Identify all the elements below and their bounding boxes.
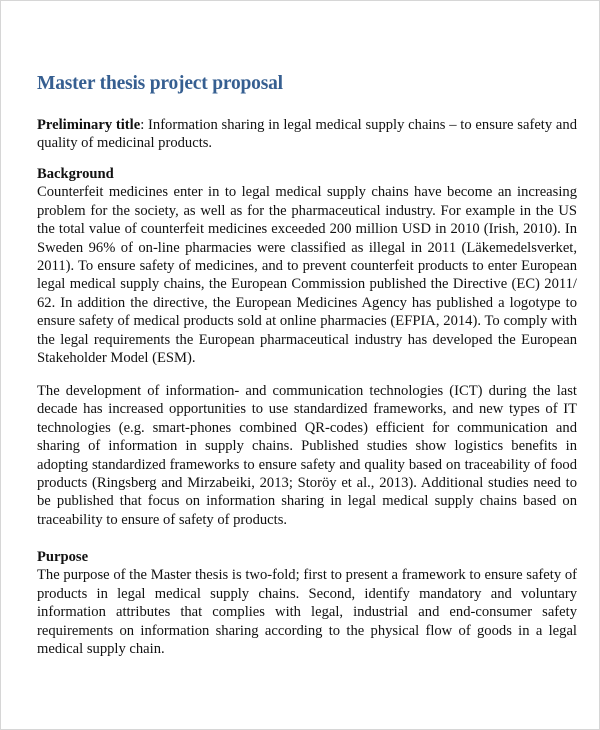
purpose-heading: Purpose bbox=[37, 549, 89, 565]
background-paragraph-2: The development of information- and communication technologies (ICT) during the last decade has increased opportunities to use standardized frameworks, and new types of IT technologies (e.g. smart-phones combined QR-codes) efficient for communication and sharing of information in supply chains. Published studies show logistics benefits in adopting standardized frameworks to ensure safety and quality based on traceability of food products (Ringsberg and Mirzabeiki, 2013; Storöy et al., 2013). Additional studies need to be published that focus on information sharing in legal medical supply chains based on traceability to ensure of safety of products. bbox=[37, 383, 577, 528]
document-title: Master thesis project proposal bbox=[37, 73, 283, 94]
preliminary-title-paragraph bbox=[37, 116, 577, 153]
background-section bbox=[37, 165, 577, 367]
preliminary-title-text: : Information sharing in legal medical supply chains – to ensure safety and quality of medicinal products. bbox=[37, 117, 577, 152]
purpose-paragraph: The purpose of the Master thesis is two-fold; first to present a framework to ensure safety of products in legal medical supply chains. Second, identify mandatory and voluntary information attributes that complies with legal, industrial and end-consumer safety requirements on information sharing according to the physical flow of goods in a legal medical supply chain. bbox=[37, 567, 577, 658]
purpose-section bbox=[37, 548, 577, 658]
preliminary-title-label: Preliminary title bbox=[37, 117, 141, 133]
background-heading: Background bbox=[37, 166, 114, 182]
background-paragraph-1: Counterfeit medicines enter in to legal medical supply chains have become an increasing problem for the society, as well as for the pharmaceutical industry. For example in the US the total value of counterfeit medicines exceeded 200 million USD in 2010 (Irish, 2010). In Sweden 96% of on-line pharmacies were classified as illegal in 2011 (Läkemedelsverket, 2011). To ensure safety of medicines, and to prevent counterfeit products to enter European legal medical supply chains, the European Commission published the Directive (EC) 2011/ 62. In addition the directive, the European Medicines Agency has published a logotype to ensure safety of medical products sold at online pharmacies (EFPIA, 2014). To comply with the legal requirements the European pharmaceutical industry has developed the European Stakeholder Model (ESM). bbox=[37, 184, 577, 367]
